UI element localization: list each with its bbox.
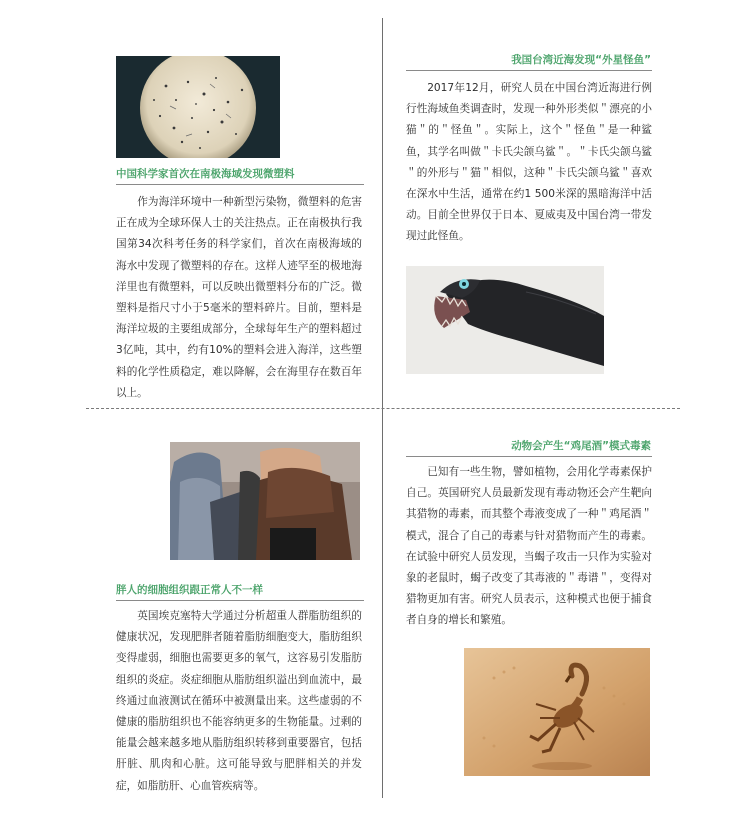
title-underline bbox=[406, 70, 652, 71]
article-title: 中国科学家首次在南极海域发现微塑料 bbox=[116, 168, 295, 180]
article-title: 我国台湾近海发现“外星怪鱼” bbox=[511, 54, 651, 66]
article-body: 英国埃克塞特大学通过分析超重人群脂肪组织的健康状况，发现肥胖者随着脂肪细胞变大，脂肪组织变得虚弱，细胞也需要更多的氧气，这容易引发脂肪组织的炎症。炎症细胞从脂肪组织溢出到血流中，最终通过血液测试在循环中被测量出来。这些虚弱的不健康的脂肪组织也不能容纳更多的生物能量。过剩的能量会越来越多地从脂肪组织转移到重要器官，包括肝脏、肌肉和心脏。这可能导致与肥胖相关的并发症，如脂肪肝、心血管疾病等。 bbox=[116, 610, 362, 792]
article-body: 作为海洋环境中一种新型污染物，微塑料的危害正在成为全球环保人士的关注热点。正在南极执行我国第34次科考任务的科学家们，首次在南极海域的海水中发现了微塑料的存在。这样人迹罕至的极地海洋里也有微塑料，可以反映出微塑料分布的广泛。微塑料是指尺寸小于5毫米的塑料碎片。目前，塑料是海洋垃圾的主要组成部分，全球每年生产的塑料超过3亿吨，其中，约有10%的塑料会进入海洋，这些塑料的化学性质稳定，难以降解，会在海里存在数百年以上。 bbox=[116, 196, 362, 399]
title-underline bbox=[406, 456, 652, 457]
scorpion-photo-icon bbox=[464, 648, 650, 776]
microscope-view-icon bbox=[116, 56, 280, 158]
shark-photo-icon bbox=[406, 266, 604, 374]
horizontal-divider bbox=[86, 408, 680, 409]
title-underline bbox=[116, 184, 364, 185]
article-title: 胖人的细胞组织跟正常人不一样 bbox=[116, 584, 263, 596]
article-body: 已知有一些生物，譬如植物，会用化学毒素保护自己。英国研究人员最新发现有毒动物还会产生靶向其猎物的毒素，而其整个毒液变成了一种＂鸡尾酒＂模式，混合了自己的毒素与针对猎物而产生的毒素。在试验中研究人员发现，当蝎子攻击一只作为实验对象的老鼠时，蝎子改变了其毒液的＂毒谱＂，变得对猎物更加有害。研究人员表示，这种模式也便于捕食者自身的增长和繁殖。 bbox=[406, 466, 652, 627]
title-underline bbox=[116, 600, 364, 601]
article-title: 动物会产生“鸡尾酒”模式毒素 bbox=[511, 440, 651, 452]
people-photo-icon bbox=[170, 442, 360, 560]
article-body: 2017年12月，研究人员在中国台湾近海进行例行性海域鱼类调查时，发现一种外形类似＂漂亮的小猫＂的＂怪鱼＂。实际上，这个＂怪鱼＂是一种鲨鱼，其学名叫做＂卡氏尖颌乌鲨＂。＂卡氏尖颌乌鲨＂的外形与＂猫＂相似，这种＂卡氏尖颌乌鲨＂喜欢在深水中生活，通常在约1 500米深的黑暗海洋中活动。目前全世界仅于日本、夏威夷及中国台湾一带发现过此怪鱼。 bbox=[406, 82, 652, 243]
